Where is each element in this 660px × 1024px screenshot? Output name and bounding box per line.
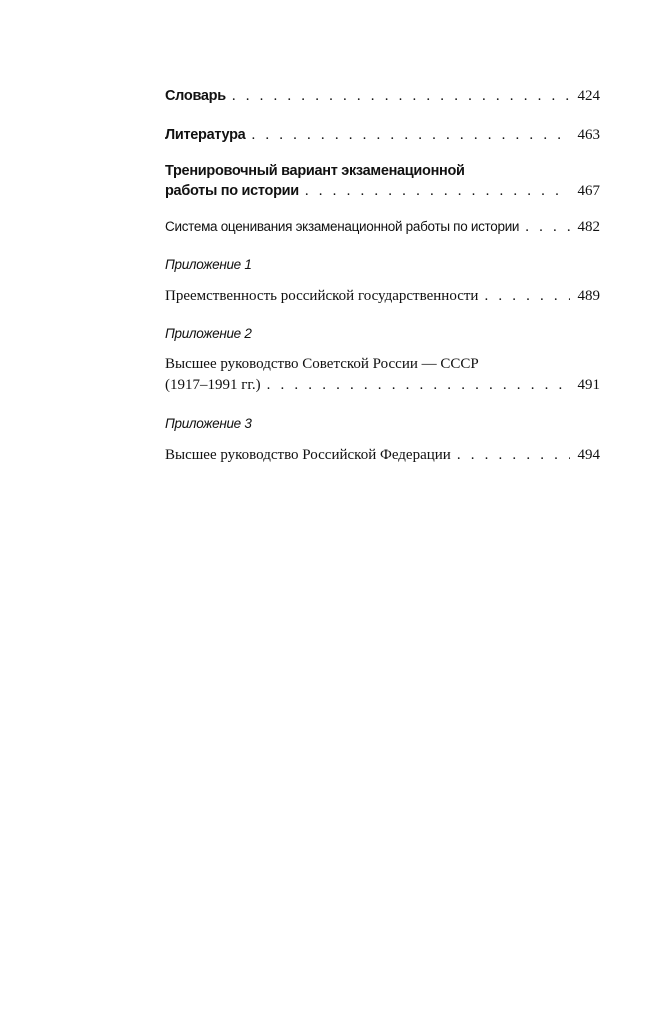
toc-entry-sistema[interactable] [165, 217, 600, 237]
toc-page-number: 482 [577, 219, 600, 235]
dot-leader [525, 217, 569, 237]
toc-entry-title: Высшее руководство Российской Федерации [165, 447, 451, 463]
toc-page-number: 489 [577, 288, 600, 304]
toc-entry-prilozhenie2[interactable] [165, 354, 600, 396]
dot-leader [484, 286, 569, 306]
toc-entry-title-line1: Высшее руководство Советской России — СССР [165, 356, 479, 372]
toc-entry-slovar[interactable] [165, 86, 600, 106]
toc-page-number: 467 [577, 183, 600, 199]
toc-entry-title-line2: (1917–1991 гг.) [165, 377, 261, 393]
dot-leader [232, 86, 570, 106]
appendix-heading: Приложение 1 [165, 257, 252, 272]
table-of-contents [165, 86, 600, 465]
toc-entry-title-line1: Тренировочный вариант экзаменационной [165, 163, 465, 179]
dot-leader [251, 125, 569, 145]
appendix-heading: Приложение 3 [165, 416, 252, 431]
appendix-3-heading [165, 414, 600, 434]
toc-entry-title: Словарь [165, 88, 226, 104]
toc-entry-trenirovochny[interactable] [165, 161, 600, 201]
dot-leader [305, 181, 570, 201]
toc-entry-literatura[interactable] [165, 125, 600, 145]
toc-entry-title: Система оценивания экзаменационной работы по истории [165, 219, 520, 234]
appendix-2-heading [165, 324, 600, 344]
toc-page-number: 424 [577, 88, 600, 104]
toc-entry-title: Преемственность российской государственности [165, 288, 479, 304]
appendix-1-heading [165, 255, 600, 275]
appendix-heading: Приложение 2 [165, 326, 252, 341]
dot-leader [267, 375, 570, 396]
toc-page-number: 491 [577, 377, 600, 393]
toc-page-number: 463 [577, 127, 600, 143]
toc-entry-title-line2: работы по истории [165, 183, 299, 199]
toc-entry-prilozhenie1[interactable] [165, 286, 600, 306]
toc-page-number: 494 [577, 447, 600, 463]
toc-entry-title: Литература [165, 127, 246, 143]
toc-entry-prilozhenie3[interactable] [165, 445, 600, 465]
dot-leader [457, 445, 570, 465]
